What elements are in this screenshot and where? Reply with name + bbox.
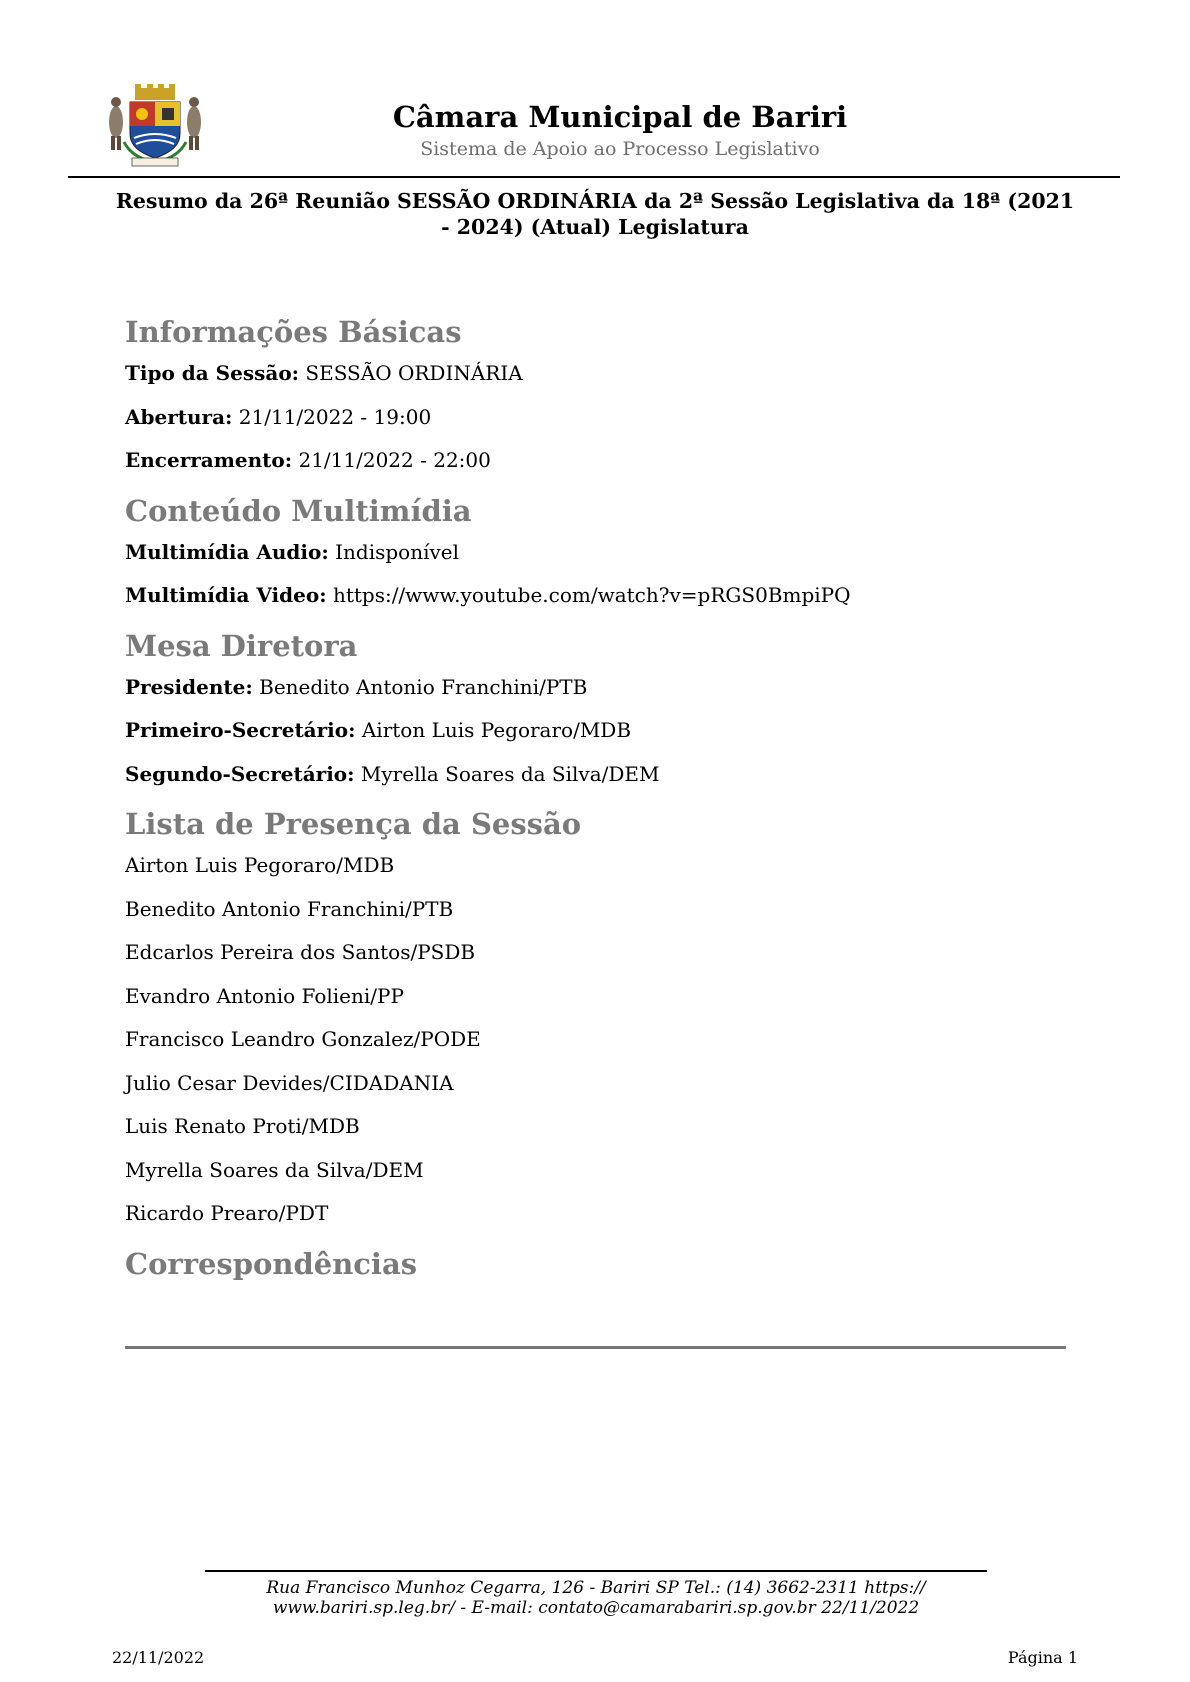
field-session-type xyxy=(125,360,1075,404)
field-label: Encerramento: xyxy=(125,448,293,472)
section-heading-attendance: Lista de Presença da Sessão xyxy=(125,807,582,841)
document-title xyxy=(72,188,1118,240)
video-link[interactable]: https://www.youtube.com/watch?v=pRGS0BmpiPQ xyxy=(332,583,851,607)
field-label: Multimídia Video: xyxy=(125,583,327,607)
field-label: Segundo-Secretário: xyxy=(125,761,355,786)
page-header xyxy=(0,0,1190,239)
attendance-list-item: Julio Cesar Devides/CIDADANIA xyxy=(125,1070,454,1095)
field-value: Indisponível xyxy=(335,539,460,564)
page-number xyxy=(1008,1648,1078,1667)
system-subtitle: Sistema de Apoio ao Processo Legislativo xyxy=(420,138,820,160)
document-title-line-1: Resumo da 26ª Reunião SESSÃO ORDINÁRIA da 2ª Sessão Legislativa da 18ª (2021 xyxy=(115,189,1075,213)
page-label: Página xyxy=(1007,1648,1063,1667)
attendance-list-item: Evandro Antonio Folieni/PP xyxy=(125,983,404,1008)
document-title-line-2: - 2024) (Atual) Legislatura xyxy=(441,215,749,239)
footer-divider xyxy=(205,1570,987,1572)
field-value: Airton Luis Pegoraro/MDB xyxy=(361,718,632,742)
attendance-list-item: Benedito Antonio Franchini/PTB xyxy=(125,896,454,921)
page-number-value: 1 xyxy=(1067,1648,1078,1667)
attendance-list-item: Myrella Soares da Silva/DEM xyxy=(125,1157,424,1182)
footer-address xyxy=(205,1578,987,1618)
section-heading-basic-info: Informações Básicas xyxy=(125,315,462,349)
attendance-list-item: Francisco Leandro Gonzalez/PODE xyxy=(125,1027,481,1051)
field-value: Benedito Antonio Franchini/PTB xyxy=(259,674,588,699)
field-value: 21/11/2022 - 19:00 xyxy=(238,404,432,429)
field-label: Multimídia Audio: xyxy=(125,539,329,564)
section-heading-multimedia: Conteúdo Multimídia xyxy=(125,493,472,528)
field-value: 21/11/2022 - 22:00 xyxy=(298,448,491,472)
attendance-list-item: Airton Luis Pegoraro/MDB xyxy=(125,853,395,877)
organization-name: Câmara Municipal de Bariri xyxy=(392,100,848,134)
field-first-secretary xyxy=(125,717,1075,761)
footer-address-line-1: Rua Francisco Munhoz Cegarra, 126 - Bariri SP Tel.: (14) 3662-2311 https:// xyxy=(266,1578,926,1598)
footer-address-line-2: www.bariri.sp.leg.br/ - E-mail: contato@camarabariri.sp.gov.br 22/11/2022 xyxy=(272,1598,920,1618)
field-multimedia-video xyxy=(125,582,1075,626)
field-label: Tipo da Sessão: xyxy=(125,361,300,385)
attendance-list-item: Edcarlos Pereira dos Santos/PSDB xyxy=(125,940,476,964)
field-label: Presidente: xyxy=(125,674,253,699)
field-value: Myrella Soares da Silva/DEM xyxy=(360,761,660,786)
content-divider xyxy=(125,1346,1066,1349)
field-president xyxy=(125,674,1075,718)
session-summary-content xyxy=(125,312,1075,1284)
field-second-secretary xyxy=(125,761,1075,805)
field-opening xyxy=(125,404,1075,448)
municipal-crest-logo xyxy=(102,82,208,168)
header-divider xyxy=(68,176,1120,178)
field-multimedia-audio xyxy=(125,539,1075,583)
field-label: Abertura: xyxy=(125,404,233,429)
section-heading-board: Mesa Diretora xyxy=(125,628,358,663)
attendance-list-item: Ricardo Prearo/PDT xyxy=(125,1201,329,1225)
field-label: Primeiro-Secretário: xyxy=(125,718,356,742)
footer-date: 22/11/2022 xyxy=(112,1648,205,1667)
attendance-list-item: Luis Renato Proti/MDB xyxy=(125,1114,360,1138)
section-heading-correspondence: Correspondências xyxy=(125,1246,418,1281)
field-closing xyxy=(125,447,1075,491)
field-value: SESSÃO ORDINÁRIA xyxy=(305,361,523,385)
